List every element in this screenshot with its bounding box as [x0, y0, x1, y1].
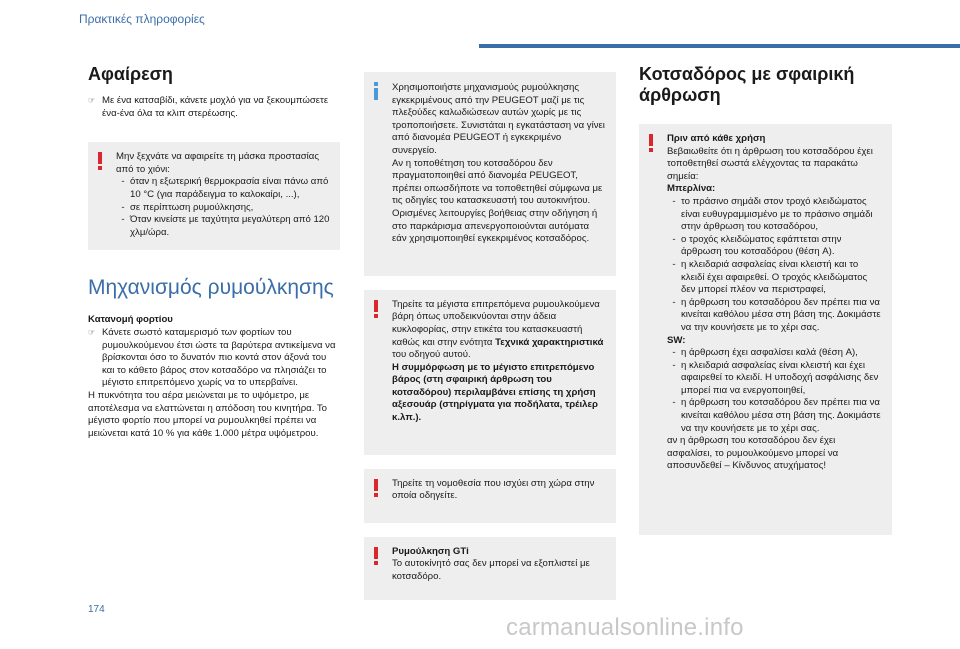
- warning-item: - Όταν κινείστε με ταχύτητα μεγαλύτερη από 120 χλμ/ώρα.: [121, 214, 330, 238]
- snow-guard-warning-box: [88, 142, 340, 250]
- tow-ball-closing: αν η άρθρωση του κοτσαδόρου δεν έχει ασφαλίσει, το ρυμουλκούμενο μπορεί να αποσυνδεθεί – Κίνδυνος ατυχήματος!: [667, 435, 839, 472]
- towing-title: Μηχανισμός ρυμούλκησης: [88, 276, 334, 300]
- watermark: carmanualsonline.info: [506, 614, 744, 641]
- berline-item: - το πράσινο σημάδι στον τροχό κλειδώματος είναι ευθυγραμμισμένο με το πράσινο σημάδι στην άρθρωση του κοτσαδόρου,: [672, 195, 873, 233]
- load-bullet-text: Κάνετε σωστό καταμερισμό των φορτίων του ρυμουλκούμενου έτσι ώστε τα βαρύτερα αντικείμενα να βρίσκονται όσο το δυνατόν πιο κοντά στον άξονά του και το κάθετο βάρος στον κοτσαδόρο να πλησιάζει το μέγιστο επιτρεπόμενο χωρίς να το υπερβαίνει.: [102, 326, 336, 389]
- weight-warning-text: Τηρείτε τα μέγιστα επιτρεπόμενα ρυμουλκούμενα βάρη όπως υποδεικνύονται στην άδεια κυκλοφορίας, στην ετικέτα του κατασκευαστή καθώς και στην ενότητα Τεχνικά χαρακτηριστικά του οδηγού αυτού.: [392, 298, 604, 361]
- removal-bullet-text: Με ένα κατσαβίδι, κάνετε μοχλό για να ξεκουμπώσετε ένα-ένα όλα τα κλιπ στερέωσης.: [102, 95, 329, 119]
- warning-icon: [648, 134, 654, 152]
- berline-item: - η κλειδαριά ασφαλείας είναι κλειστή και το κλειδί έχει αφαιρεθεί. Ο τροχός κλειδώματος δεν μπορεί πλέον να περιστραφεί,: [672, 258, 868, 296]
- warning-icon: [373, 300, 379, 318]
- info-paragraph: Χρησιμοποιήστε μηχανισμούς ρυμούλκησης εγκεκριμένους από την PEUGEOT μαζί με τις πλεξούδες καλωδιώσεων αυτών χωρίς με τις τροποποιήσετε. Συνιστάται η εγκατάσταση να γίνει από διανομέα PEUGEOT ή εγκεκριμένο συνεργείο.: [392, 82, 605, 156]
- warning-item: - σε περίπτωση ρυμούλκησης,: [121, 201, 254, 213]
- warning-icon: [373, 547, 379, 565]
- tow-ball-title: Κοτσαδόρος με σφαιρική άρθρωση: [639, 64, 855, 105]
- gti-warning-box: [364, 537, 616, 600]
- warning-icon: [97, 152, 103, 170]
- info-box: [364, 72, 616, 276]
- berline-item: - ο τροχός κλειδώματος εφάπτεται στην άρθρωση του κοτσαδόρου (θέση A).: [672, 233, 842, 258]
- page-number: 174: [88, 604, 105, 615]
- sw-item: - η άρθρωση έχει ασφαλίσει καλά (θέση A),: [672, 347, 858, 359]
- before-use-intro: Βεβαιωθείτε ότι η άρθρωση του κοτσαδόρου έχει τοποθετηθεί σωστά ελέγχοντας τα παρακάτω σημεία:: [667, 145, 873, 182]
- warning-text: Μην ξεχνάτε να αφαιρείτε τη μάσκα προστασίας από το χιόνι:: [116, 151, 319, 175]
- warning-icon: [373, 479, 379, 497]
- column-removal: [88, 64, 340, 440]
- header-section-label: Πρακτικές πληροφορίες: [79, 12, 205, 26]
- removal-title: Αφαίρεση: [88, 64, 173, 84]
- pointing-hand-icon: ☞: [88, 327, 96, 337]
- sw-item: - η άρθρωση του κοτσαδόρου δεν πρέπει πια να κινείται καθόλου μέσα στη βάση της. Δοκιμάστε να την κουνήσετε με το χέρι σας.: [672, 397, 881, 434]
- before-use-heading: Πριν από κάθε χρήση: [667, 133, 766, 144]
- header-divider: [479, 44, 960, 48]
- column-towing-notes: [364, 72, 616, 612]
- gti-heading: Ρυμούλκηση GTi: [392, 545, 469, 557]
- load-paragraph: Η πυκνότητα του αέρα μειώνεται με το υψόμετρο, με αποτέλεσμα να ελαττώνεται η απόδοση του κινητήρα. Το μέγιστο φορτίο που μπορεί να ρυμουλκηθεί πρέπει να μειώνεται κατά 10 % για κάθε 1.000 μέτρα υψόμετρου.: [88, 389, 328, 439]
- load-heading: Κατανομή φορτίου: [88, 314, 173, 326]
- weight-warning-bold: Η συμμόρφωση με το μέγιστο επιτρεπόμενο βάρος (στη σφαιρική άρθρωση του κοτσαδόρου) περιλαμβάνει επίσης τη χρήση αξεσουάρ (στηρίγματα για ποδήλατα, τρέιλερ κ.λπ.).: [392, 361, 598, 424]
- pointing-hand-icon: ☞: [88, 96, 96, 105]
- column-tow-ball: [639, 64, 892, 547]
- sw-heading: SW:: [667, 334, 686, 346]
- legislation-warning-box: [364, 469, 616, 523]
- info-paragraph: Ορισμένες λειτουργίες βοήθειας στην οδήγηση ή στο παρκάρισμα απενεργοποιούνται αυτόματα εάν χρησιμοποιηθεί εγκεκριμένος κοτσαδόρος.: [392, 207, 598, 245]
- info-paragraph: Αν η τοποθέτηση του κοτσαδόρου δεν πραγματοποιηθεί από διανομέα PEUGEOT, πρέπει οπωσδήποτε να τοποθετηθεί σύμφωνα με τις οδηγίες του κατασκευαστή του αυτοκινήτου.: [392, 157, 603, 207]
- legislation-warning-text: Τηρείτε τη νομοθεσία που ισχύει στη χώρα στην οποία οδηγείτε.: [392, 477, 595, 502]
- warning-item: - όταν η εξωτερική θερμοκρασία είναι πάνω από 10 °C (για παράδειγμα το καλοκαίρι, ...),: [121, 176, 329, 200]
- gti-text: Το αυτοκίνητό σας δεν μπορεί να εξοπλιστεί με κοτσαδόρο.: [392, 558, 590, 583]
- weight-warning-box: [364, 290, 616, 455]
- removal-bullet: [88, 95, 340, 120]
- sw-item: - η κλειδαριά ασφαλείας είναι κλειστή και έχει αφαιρεθεί το κλειδί. Η υποδοχή ασφάλισης δεν μπορεί πια να ενεργοποιηθεί,: [672, 359, 879, 396]
- info-icon: [373, 82, 379, 100]
- berline-item: - η άρθρωση του κοτσαδόρου δεν πρέπει πια να κινείται καθόλου μέσα στη βάση της. Δοκιμάστε να την κουνήσετε με το χέρι σας.: [672, 296, 881, 333]
- tow-ball-check-box: [639, 124, 892, 535]
- berline-heading: Μπερλίνα:: [667, 183, 716, 195]
- load-bullet: [88, 327, 340, 390]
